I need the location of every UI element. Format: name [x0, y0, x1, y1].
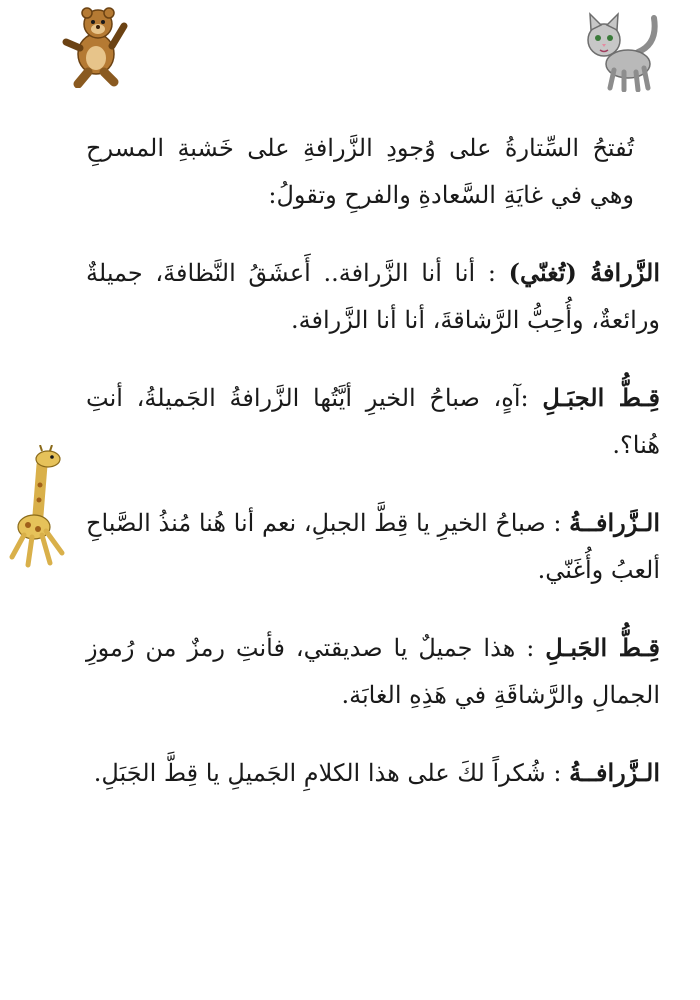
speaker-name: قِـطُّ الجبَـلِ [542, 383, 660, 412]
dialogue-text: : شُكراً لكَ على هذا الكلامِ الجَميلِ يا قِطَّ الجَبَلِ. [93, 759, 570, 787]
speaker-name: قِـطُّ الجَبـلِ [545, 633, 661, 662]
dialogue-line [86, 499, 660, 594]
dialogue-line [86, 624, 660, 719]
speaker-name: الزَّرافةُ (تُغنّي) [508, 258, 661, 287]
bear-illustration [60, 4, 136, 88]
dialogue-line [86, 749, 660, 797]
dialogue-text: : صباحُ الخيرِ يا قِطَّ الجبلِ، نعم أنا هُنا مُنذُ الصَّباحِ ألعبُ وأُغَنّي. [86, 509, 660, 584]
dialogue-line [86, 374, 660, 469]
dialogue-text: : هذا جميلٌ يا صديقتي، فأنتِ رمزٌ من رُموزِ الجمالِ والرَّشاقَةِ في هَذِهِ الغابَة. [86, 634, 660, 709]
speaker-name: الـزَّرافــةُ [569, 508, 660, 537]
cat-illustration [580, 8, 662, 92]
dialogue-text: :آهٍ، صباحُ الخيرِ أيَّتُها الزَّرافةُ الجَميلةُ، أنتِ هُنا؟. [86, 384, 660, 459]
giraffe-illustration [6, 445, 68, 575]
speaker-name: الـزَّرافــةُ [569, 758, 660, 787]
dialogue-line [86, 249, 660, 344]
story-text [86, 125, 660, 827]
intro-paragraph: تُفتحُ السِّتارةُ على وُجودِ الزَّرافةِ على خَشبةِ المسرحِ وهي في غايَةِ السَّعادةِ والفرحِ وتقولُ: [86, 134, 634, 209]
dialogue-text: : أنا أنا الزَّرافة.. أَعشَقُ النَّظافةَ، جميلةٌ ورائعةٌ، وأُحِبُّ الرَّشاقةَ، أنا أنا الزَّرافة. [86, 259, 660, 334]
